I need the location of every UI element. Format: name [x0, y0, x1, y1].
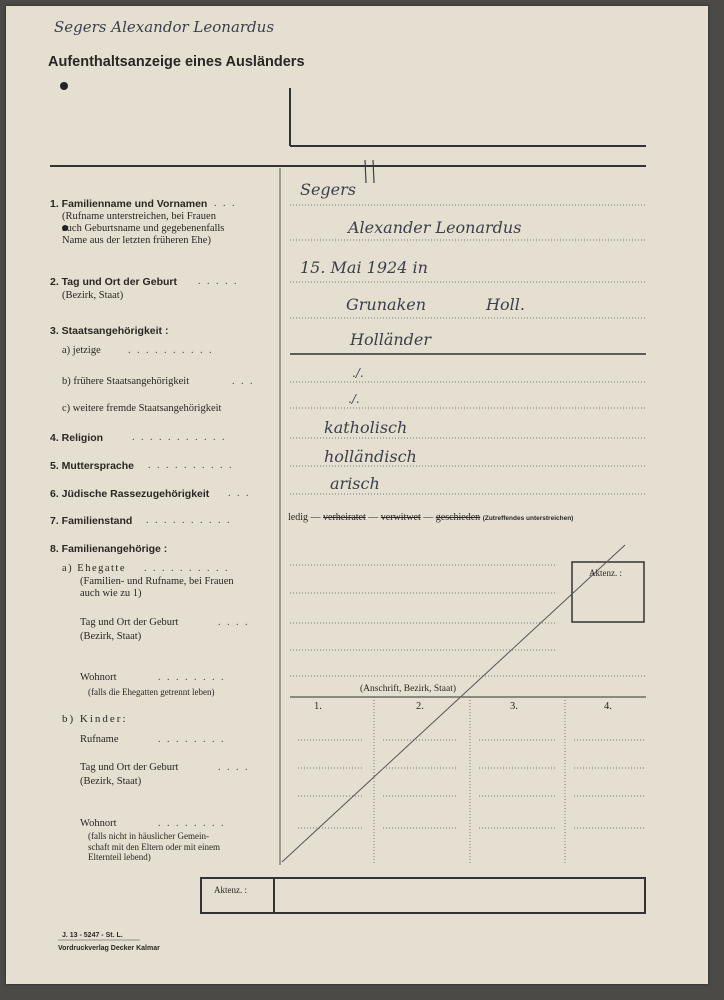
- label-family: 8. Familienangehörige :: [50, 543, 168, 555]
- label-nationality-current: a) jetzige: [62, 345, 101, 356]
- hint-address: (Anschrift, Bezirk, Staat): [360, 684, 457, 694]
- marital-note: (Zutreffendes unterstreichen): [482, 515, 574, 522]
- answer-other-nationality: ./.: [348, 392, 360, 406]
- answer-religion: katholisch: [324, 418, 408, 437]
- label-child-residence: Wohnort: [80, 818, 117, 829]
- hint-child-residence: (falls nicht in häuslicher Gemein- schaft mit den Eltern oder mit einem Elternteil lebend): [88, 831, 220, 862]
- answer-former-nationality: ./.: [352, 366, 364, 380]
- column-2: 2.: [416, 701, 424, 712]
- option-geschieden: geschieden: [435, 512, 481, 523]
- label-religion: 4. Religion: [50, 432, 104, 444]
- label-spouse-residence: Wohnort: [80, 672, 117, 683]
- hint-spouse: (Familien- und Rufname, bei Frauen auch wie zu 1): [80, 576, 234, 599]
- label-spouse: a) Ehegatte: [62, 563, 127, 574]
- label-mother-tongue: 5. Muttersprache: [50, 460, 135, 472]
- option-ledig: ledig: [288, 512, 308, 523]
- aktenz-label-lower: Aktenz. :: [214, 885, 247, 895]
- print-code: J. 13 - 5247 - St. L.: [62, 932, 123, 939]
- printer-name: Vordruckverlag Decker Kalmar: [58, 945, 160, 952]
- label-nationality-other: c) weitere fremde Staatsangehörigkeit: [62, 403, 222, 414]
- answer-birth-date: 15. Mai 1924 in: [300, 258, 428, 277]
- hint-birth: (Bezirk, Staat): [62, 290, 124, 301]
- handwritten-name: Segers Alexandor Leonardus: [54, 18, 275, 36]
- option-verwitwet: verwitwet: [380, 512, 421, 523]
- label-child-name: Rufname: [80, 734, 119, 745]
- answer-jewish: arisch: [330, 474, 380, 493]
- hint-spouse-residence: (falls die Ehegatten getrennt leben): [88, 687, 215, 697]
- answer-nationality: Holländer: [350, 330, 432, 349]
- column-3: 3.: [510, 701, 518, 712]
- page-title: Aufenthaltsanzeige eines Ausländers: [48, 54, 305, 70]
- label-jewish: 6. Jüdische Rassezugehörigkeit: [50, 488, 210, 500]
- column-4: 4.: [604, 701, 612, 712]
- answer-birth-place: Grunaken: [346, 295, 427, 314]
- answer-mother-tongue: holländisch: [324, 447, 417, 466]
- hint-child-birth: (Bezirk, Staat): [80, 776, 142, 787]
- aktenz-label-upper: Aktenz. :: [589, 568, 622, 578]
- label-birth: 2. Tag und Ort der Geburt: [50, 276, 177, 288]
- label-nationality: 3. Staatsangehörigkeit :: [50, 325, 169, 337]
- label-nationality-former: b) frühere Staatsangehörigkeit: [62, 376, 190, 387]
- answer-surname: Segers: [300, 180, 356, 199]
- answer-birth-country: Holl.: [486, 295, 525, 314]
- label-marital-status: 7. Familienstand: [50, 515, 133, 527]
- column-1: 1.: [314, 701, 322, 712]
- answer-given-names: Alexander Leonardus: [348, 218, 522, 237]
- label-child-birth: Tag und Ort der Geburt: [80, 762, 179, 773]
- label-spouse-birth: Tag und Ort der Geburt: [80, 617, 179, 628]
- option-verheiratet: verheiratet: [323, 512, 366, 523]
- marital-options: ledig — verheiratet — verwitwet — geschieden (Zutreffendes unterstreichen): [288, 512, 574, 523]
- hint-name: (Rufname unterstreichen, bei Frauen auch Geburtsname und gegebenenfalls Name aus der letzten früheren Ehe): [62, 211, 225, 246]
- label-children: b) Kinder:: [62, 713, 128, 725]
- label-name: 1. Familienname und Vornamen: [50, 198, 208, 210]
- hint-spouse-birth: (Bezirk, Staat): [80, 631, 142, 642]
